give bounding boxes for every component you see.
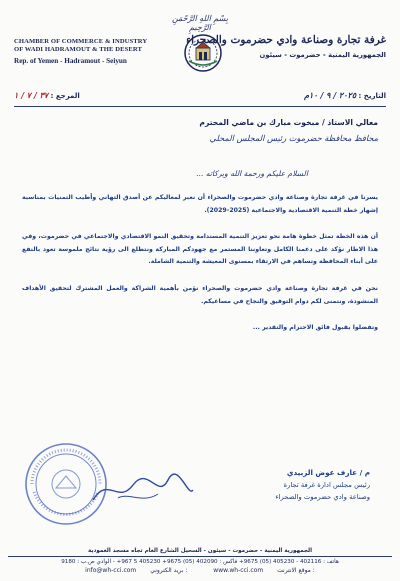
reference-label: المرجع : xyxy=(50,92,80,100)
addressee-role: محافظ محافظة حضرموت رئيس المجلس المحلي xyxy=(209,133,378,143)
signature-block xyxy=(275,468,370,501)
date-value: ٢٠٢٥ / ٩ / ١٠م xyxy=(304,90,357,100)
paragraph-2: أن هذه الخطة تمثل خطوة هامة نحو تعزيز التنمية المستدامة وتحقيق النمو الاقتصادي والاجتماعي في حضرموت، وفي هذا الاطار نؤكد على دعمنا الكامل وتعاوننا المستمر مع جهودكم المباركة ونتطلع الى رؤية نتائج ملموسة تعود بالنفع على أبناء المحافظة وتساهم في الارتقاء بمستوى المعيشة والتنمية الشاملة. xyxy=(22,233,378,266)
header-english xyxy=(14,38,184,65)
signatory-title-line1: رئيس مجلس ادارة غرفة تجارة xyxy=(283,481,370,489)
footer-web xyxy=(8,567,392,574)
reference-number xyxy=(14,90,80,100)
email-link[interactable] xyxy=(79,567,195,574)
paragraph-3: نحن في غرفة تجارة وصناعة وادي حضرموت والصحراء نؤمن بأهمية الشراكة والعمل المشترك لتحقيق الأهداف المنشودة، ونتمنى لكم دوام التوفيق والنجاح في مساعيكم. xyxy=(22,284,378,305)
footer-address: الجمهورية اليمنية - حضرموت - سيئون - السحيل الشارع العام تجاه مسجد العمودية xyxy=(87,548,312,554)
letter-body xyxy=(22,118,378,335)
reference-value: ٣٧ / ٧ / ١ xyxy=(14,90,49,100)
signatory-name: م / عارف عوض الزبيدي xyxy=(286,468,370,477)
paragraph-1: يسرنا في غرفة تجارة وصناعة وادي حضرموت والصحراء أن نعبر لمعاليكم عن أصدق التهاني وأطيب التمنيات بمناسبة إشهار خطة التنمية الاقتصادية والاجتماعية (2025-2029). xyxy=(22,194,378,214)
website-link[interactable] xyxy=(207,567,321,574)
header-divider xyxy=(14,106,386,107)
handwritten-signature-icon xyxy=(88,470,198,510)
chamber-name-ar: غرفة تجارة وصناعة وادي حضرموت والصحراء xyxy=(186,34,386,46)
header-arabic xyxy=(186,34,386,59)
location-en: Rep. of Yemen - Hadramout - Seiyun xyxy=(14,56,127,65)
footer xyxy=(8,548,392,574)
chamber-name-en-line1: CHAMBER OF COMMERCE & INDUSTRY xyxy=(14,38,148,45)
letter-date xyxy=(304,90,386,100)
email-label: بريد الكتروني : xyxy=(150,567,188,574)
website-value[interactable]: www.wh-cci.com xyxy=(213,567,264,574)
addressee-honorific: المحترم xyxy=(199,118,229,127)
footer-contacts: هاتف : 402116 - 405230 (05) 9675+ فاكس : 402090 (05) 9675+ 405230 5 967+ - الوادي ص.ب : 9180 xyxy=(61,559,339,565)
addressee-line xyxy=(22,118,378,127)
closing-line: وتفضلوا بقبول فائق الاحترام والتقدير ... xyxy=(252,324,378,332)
footer-divider xyxy=(8,556,392,557)
email-value[interactable]: info@wh-cci.com xyxy=(85,567,137,574)
signatory-title-line2: وصناعة وادي حضرموت والصحراء xyxy=(275,493,370,501)
basmala: بِسْمِ اللهِ الرَّحْمَنِ الرَّحِيمِ xyxy=(171,14,229,32)
location-ar: الجمهورية اليمنية - حضرموت - سيئون xyxy=(259,51,386,59)
addressee-title: معالي الاستاذ / مبخوت مبارك بن ماضي xyxy=(231,118,378,127)
website-label: موقع الانترنت : xyxy=(277,567,315,574)
reference-row xyxy=(14,90,386,104)
chamber-name-en-line2: OF WADI HADRAMOUT & THE DESERT xyxy=(14,46,143,54)
greeting: السلام عليكم ورحمة الله وبركاته ... xyxy=(196,169,308,178)
date-label: التاريخ : xyxy=(358,92,386,100)
